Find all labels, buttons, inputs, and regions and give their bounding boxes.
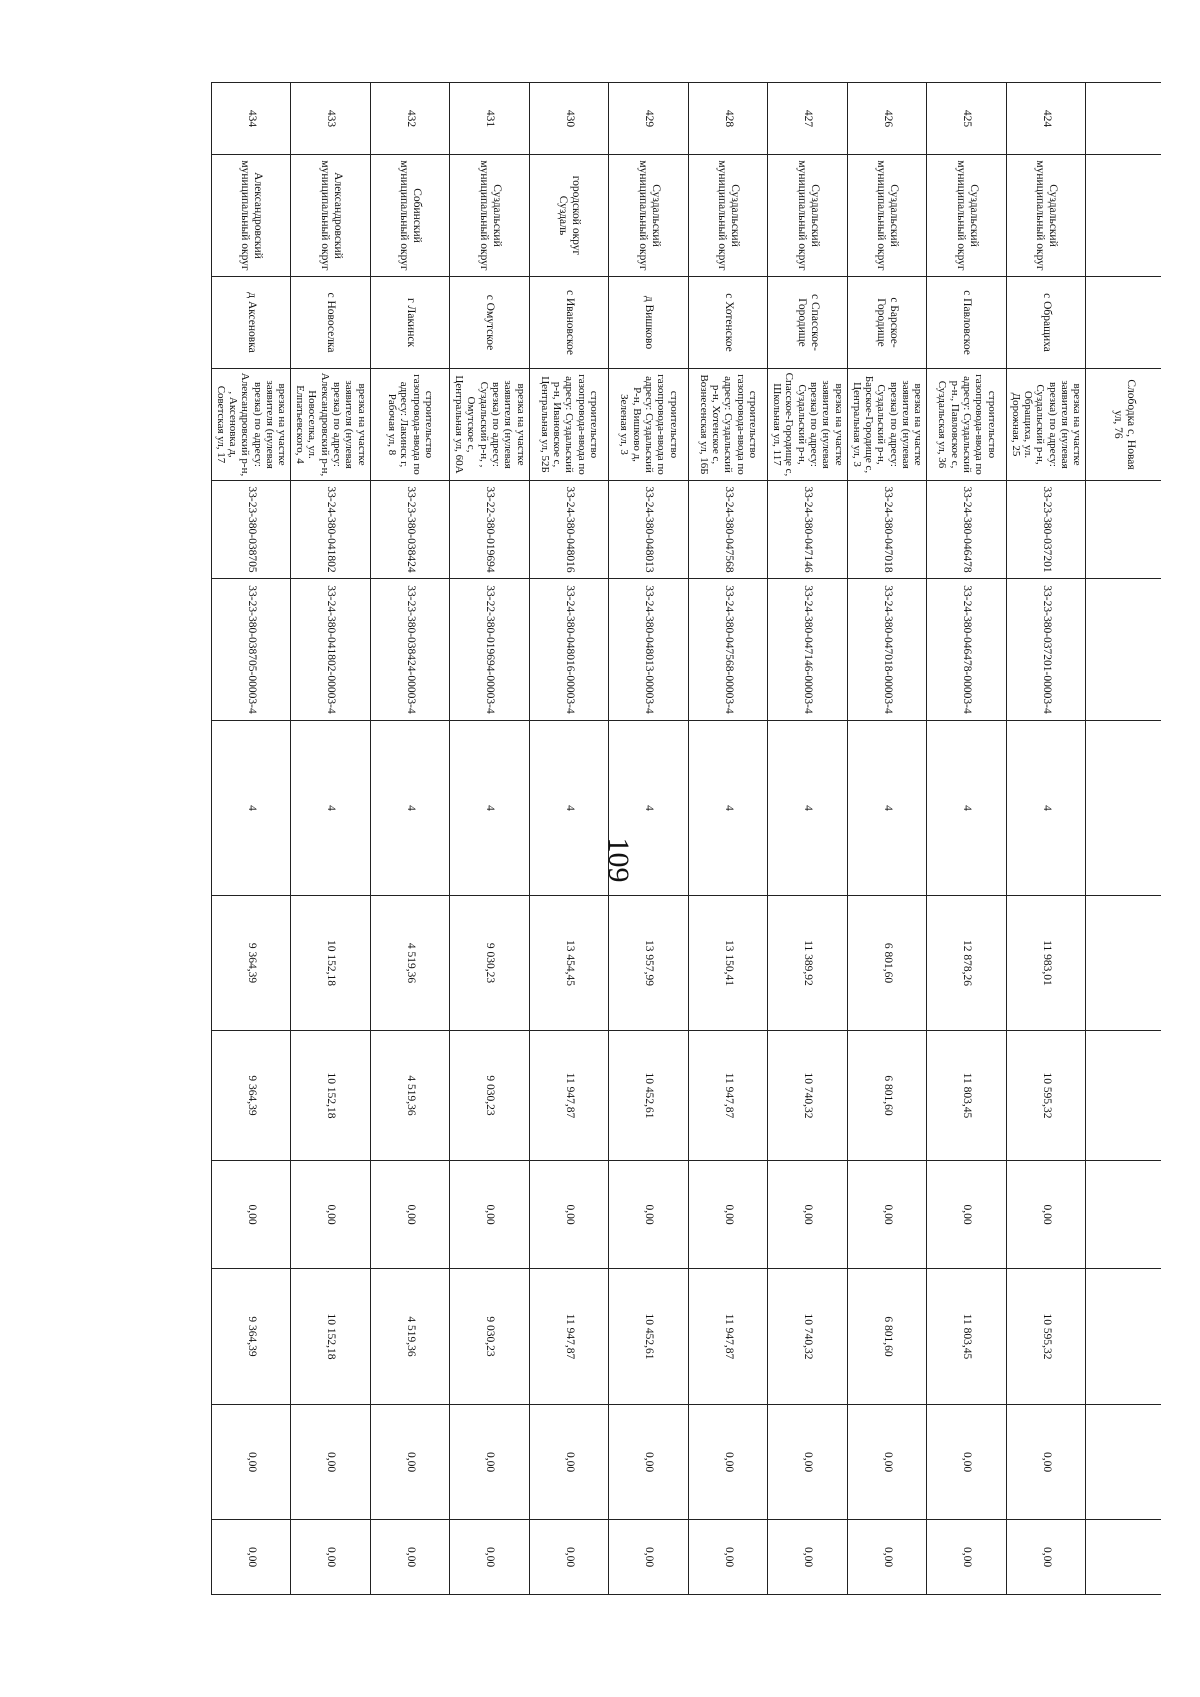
- cell-object-id: 33-23-380-038424-00003-4: [371, 579, 451, 721]
- cell-value-2: 10 452,61: [609, 1031, 689, 1161]
- cell-value-4: 10 740,32: [768, 1269, 848, 1405]
- cell-locality: д Аксеновка: [212, 277, 292, 369]
- cell-value-5: 0,00: [291, 1405, 371, 1520]
- cell-value-4: 6 801,60: [848, 1269, 928, 1405]
- cell-address: строительство газопровода-ввода по адресу: Суздальский р-н, Ивановское с, Центральная ул, 52Б: [530, 369, 610, 481]
- cell-object-id: 33-24-380-047568-00003-4: [689, 579, 769, 721]
- table-row: [609, 83, 689, 1595]
- cell-object-id: 33-24-380-048013-00003-4: [609, 579, 689, 721]
- cell-cadastral: 33-23-380-038705: [212, 481, 292, 579]
- cell-value-6: 0,00: [530, 1520, 610, 1595]
- cell-object-id: 33-24-380-046478-00003-4: [927, 579, 1007, 721]
- cell-value-4: 4 519,36: [371, 1269, 451, 1405]
- cell-locality: д Вишково: [609, 277, 689, 369]
- cell-value-6: 0,00: [291, 1520, 371, 1595]
- cell-empty: [1086, 481, 1161, 579]
- cell-object-id: 33-22-380-019694-00003-4: [450, 579, 530, 721]
- cell-value-5: 0,00: [1007, 1405, 1087, 1520]
- cell-value-2: 9 030,23: [450, 1031, 530, 1161]
- cell-value-1: 11 983,01: [1007, 896, 1087, 1031]
- cell-object-id: 33-24-380-041802-00003-4: [291, 579, 371, 721]
- cell-district: Александровский муниципальный округ: [212, 155, 292, 277]
- table-row: [1007, 83, 1087, 1595]
- cell-value-5: 0,00: [530, 1405, 610, 1520]
- cell-value-3: 0,00: [689, 1161, 769, 1269]
- cell-empty: [1086, 1405, 1161, 1520]
- cell-category: 4: [530, 721, 610, 896]
- cell-empty: [1086, 1269, 1161, 1405]
- table-row: [689, 83, 769, 1595]
- cell-locality: с Обращиха: [1007, 277, 1087, 369]
- cell-empty: [1086, 277, 1161, 369]
- cell-value-6: 0,00: [1007, 1520, 1087, 1595]
- cell-district: Собинский муниципальный округ: [371, 155, 451, 277]
- table-row: [530, 83, 610, 1595]
- cell-locality: с Новоселка: [291, 277, 371, 369]
- cell-locality: г Лакинск: [371, 277, 451, 369]
- table-row: [927, 83, 1007, 1595]
- cell-value-3: 0,00: [291, 1161, 371, 1269]
- cell-object-id: 33-24-380-047146-00003-4: [768, 579, 848, 721]
- cell-value-1: 13 957,99: [609, 896, 689, 1031]
- cell-value-2: 11 803,45: [927, 1031, 1007, 1161]
- cell-value-1: 6 801,60: [848, 896, 928, 1031]
- cell-locality: с Спасское-Городище: [768, 277, 848, 369]
- cell-district: Суздальский муниципальный округ: [609, 155, 689, 277]
- table-body: [212, 83, 1162, 1595]
- cell-value-3: 0,00: [212, 1161, 292, 1269]
- cell-empty: [1086, 721, 1161, 896]
- table-row-partial: [1086, 83, 1161, 1595]
- cell-value-4: 9 030,23: [450, 1269, 530, 1405]
- cell-row-number: 428: [689, 83, 769, 155]
- cell-empty: [1086, 83, 1161, 155]
- cell-object-id: 33-24-380-047018-00003-4: [848, 579, 928, 721]
- cell-cadastral: 33-24-380-047018: [848, 481, 928, 579]
- cell-value-2: 10 595,32: [1007, 1031, 1087, 1161]
- cell-value-5: 0,00: [927, 1405, 1007, 1520]
- cell-value-6: 0,00: [371, 1520, 451, 1595]
- cell-row-number: 431: [450, 83, 530, 155]
- cell-empty: [1086, 579, 1161, 721]
- cell-district: Суздальский муниципальный округ: [768, 155, 848, 277]
- cell-district: городской округ Суздаль: [530, 155, 610, 277]
- cell-locality: с Ивановское: [530, 277, 610, 369]
- cell-address: строительство газопровода-ввода по адресу: Суздальский р-н., Павловское с, Суздальская ул, 36: [927, 369, 1007, 481]
- cell-address: строительство газопровода-ввода по адресу: Лакинск г, Рабочая ул, 8: [371, 369, 451, 481]
- cell-object-id: 33-24-380-048016-00003-4: [530, 579, 610, 721]
- table-row: [371, 83, 451, 1595]
- cell-cadastral: 33-24-380-048013: [609, 481, 689, 579]
- cell-category: 4: [689, 721, 769, 896]
- cell-row-number: 425: [927, 83, 1007, 155]
- cell-value-4: 11 803,45: [927, 1269, 1007, 1405]
- cell-row-number: 430: [530, 83, 610, 155]
- cell-value-6: 0,00: [609, 1520, 689, 1595]
- cell-value-6: 0,00: [848, 1520, 928, 1595]
- cell-district: Александровский муниципальный округ: [291, 155, 371, 277]
- page-number: 109: [602, 837, 635, 883]
- cell-address: врезка на участке заявителя (нулевая врезка) по адресу: Суздальский р-н, Спасское-Городище с, Школьная ул, 117: [768, 369, 848, 481]
- cell-value-4: 10 152,18: [291, 1269, 371, 1405]
- cell-locality: с Павловское: [927, 277, 1007, 369]
- table-row: [291, 83, 371, 1595]
- cell-value-1: 10 152,18: [291, 896, 371, 1031]
- cell-value-1: 12 878,26: [927, 896, 1007, 1031]
- table-row: [450, 83, 530, 1595]
- cell-empty: [1086, 155, 1161, 277]
- cell-cadastral: 33-24-380-047568: [689, 481, 769, 579]
- cell-empty: [1086, 896, 1161, 1031]
- cell-value-4: 9 364,39: [212, 1269, 292, 1405]
- cell-district: Суздальский муниципальный округ: [1007, 155, 1087, 277]
- cell-cadastral: 33-24-380-048016: [530, 481, 610, 579]
- cell-value-6: 0,00: [768, 1520, 848, 1595]
- cell-category: 4: [212, 721, 292, 896]
- cell-value-6: 0,00: [927, 1520, 1007, 1595]
- table-row: [768, 83, 848, 1595]
- cell-value-1: 9 364,39: [212, 896, 292, 1031]
- cell-locality: с Хотенское: [689, 277, 769, 369]
- data-table: [211, 82, 1161, 1595]
- table-row: [212, 83, 292, 1595]
- cell-empty: [1086, 1161, 1161, 1269]
- cell-object-id: 33-23-380-038705-00003-4: [212, 579, 292, 721]
- cell-value-1: 13 150,41: [689, 896, 769, 1031]
- cell-value-5: 0,00: [212, 1405, 292, 1520]
- cell-value-2: 11 947,87: [530, 1031, 610, 1161]
- cell-district: Суздальский муниципальный округ: [689, 155, 769, 277]
- cell-value-2: 6 801,60: [848, 1031, 928, 1161]
- cell-category: 4: [609, 721, 689, 896]
- cell-value-3: 0,00: [848, 1161, 928, 1269]
- cell-category: 4: [768, 721, 848, 896]
- cell-value-3: 0,00: [1007, 1161, 1087, 1269]
- cell-value-6: 0,00: [450, 1520, 530, 1595]
- cell-district: Суздальский муниципальный округ: [848, 155, 928, 277]
- cell-address: врезка на участке заявителя (нулевая врезка) по адресу: Александровский р-н, Новоселка, ул. Елпатьевского, 4: [291, 369, 371, 481]
- cell-cadastral: 33-22-380-019694: [450, 481, 530, 579]
- cell-value-6: 0,00: [212, 1520, 292, 1595]
- cell-value-2: 11 947,87: [689, 1031, 769, 1161]
- cell-address: строительство газопровода-ввода по адресу: Суздальский Р-н, Вишково д, Зеленая ул, 3: [609, 369, 689, 481]
- cell-row-number: 426: [848, 83, 928, 155]
- cell-value-1: 11 389,92: [768, 896, 848, 1031]
- cell-address: Слободка с, Новая ул, 76: [1086, 369, 1161, 481]
- cell-district: Суздальский муниципальный округ: [927, 155, 1007, 277]
- cell-empty: [1086, 1520, 1161, 1595]
- cell-address: врезка на участке заявителя (нулевая врезка) по адресу: Суздальский р-н, Барское-Городище с, Центральная ул, 3: [848, 369, 928, 481]
- cell-value-2: 9 364,39: [212, 1031, 292, 1161]
- cell-category: 4: [371, 721, 451, 896]
- cell-address: врезка на участке заявителя (нулевая врезка) по адресу: Александровский р-н, , Аксеновка д, Советская ул, 17: [212, 369, 292, 481]
- cell-value-3: 0,00: [530, 1161, 610, 1269]
- cell-cadastral: 33-23-380-038424: [371, 481, 451, 579]
- cell-value-3: 0,00: [450, 1161, 530, 1269]
- cell-value-5: 0,00: [609, 1405, 689, 1520]
- cell-value-3: 0,00: [609, 1161, 689, 1269]
- cell-object-id: 33-23-380-037201-00003-4: [1007, 579, 1087, 721]
- cell-locality: с Барское-Городище: [848, 277, 928, 369]
- cell-row-number: 434: [212, 83, 292, 155]
- cell-district: Суздальский муниципальный округ: [450, 155, 530, 277]
- cell-category: 4: [927, 721, 1007, 896]
- cell-category: 4: [848, 721, 928, 896]
- cell-value-2: 4 519,36: [371, 1031, 451, 1161]
- cell-value-3: 0,00: [371, 1161, 451, 1269]
- cell-category: 4: [1007, 721, 1087, 896]
- cell-value-6: 0,00: [689, 1520, 769, 1595]
- cell-row-number: 429: [609, 83, 689, 155]
- cell-value-5: 0,00: [450, 1405, 530, 1520]
- cell-row-number: 424: [1007, 83, 1087, 155]
- cell-value-2: 10 152,18: [291, 1031, 371, 1161]
- cell-value-5: 0,00: [848, 1405, 928, 1520]
- cell-locality: с Омутское: [450, 277, 530, 369]
- cell-value-4: 10 452,61: [609, 1269, 689, 1405]
- cell-value-1: 4 519,36: [371, 896, 451, 1031]
- cell-value-2: 10 740,32: [768, 1031, 848, 1161]
- table-rotor: [211, 82, 1161, 1595]
- cell-value-5: 0,00: [768, 1405, 848, 1520]
- cell-address: врезка на участке заявителя (нулевая врезка) по адресу: Суздальский р-н, Обращиха, ул. Дорожная, 25: [1007, 369, 1087, 481]
- cell-cadastral: 33-24-380-046478: [927, 481, 1007, 579]
- cell-value-4: 11 947,87: [689, 1269, 769, 1405]
- cell-value-3: 0,00: [768, 1161, 848, 1269]
- cell-value-1: 9 030,23: [450, 896, 530, 1031]
- cell-value-4: 10 595,32: [1007, 1269, 1087, 1405]
- cell-empty: [1086, 1031, 1161, 1161]
- table-row: [848, 83, 928, 1595]
- cell-category: 4: [450, 721, 530, 896]
- cell-row-number: 433: [291, 83, 371, 155]
- cell-category: 4: [291, 721, 371, 896]
- cell-value-1: 13 454,45: [530, 896, 610, 1031]
- cell-value-4: 11 947,87: [530, 1269, 610, 1405]
- cell-address: врезка на участке заявителя (нулевая врезка) по адресу: Суздальский р-н, , Омутское с, Центральная ул, 60А: [450, 369, 530, 481]
- cell-cadastral: 33-23-380-037201: [1007, 481, 1087, 579]
- cell-value-5: 0,00: [689, 1405, 769, 1520]
- cell-cadastral: 33-24-380-041802: [291, 481, 371, 579]
- cell-value-3: 0,00: [927, 1161, 1007, 1269]
- cell-value-5: 0,00: [371, 1405, 451, 1520]
- cell-address: строительство газопровода-ввода по адресу: Суздальский р-н, Хотенское с, Вознесенская ул, 16Б: [689, 369, 769, 481]
- cell-row-number: 432: [371, 83, 451, 155]
- cell-row-number: 427: [768, 83, 848, 155]
- cell-cadastral: 33-24-380-047146: [768, 481, 848, 579]
